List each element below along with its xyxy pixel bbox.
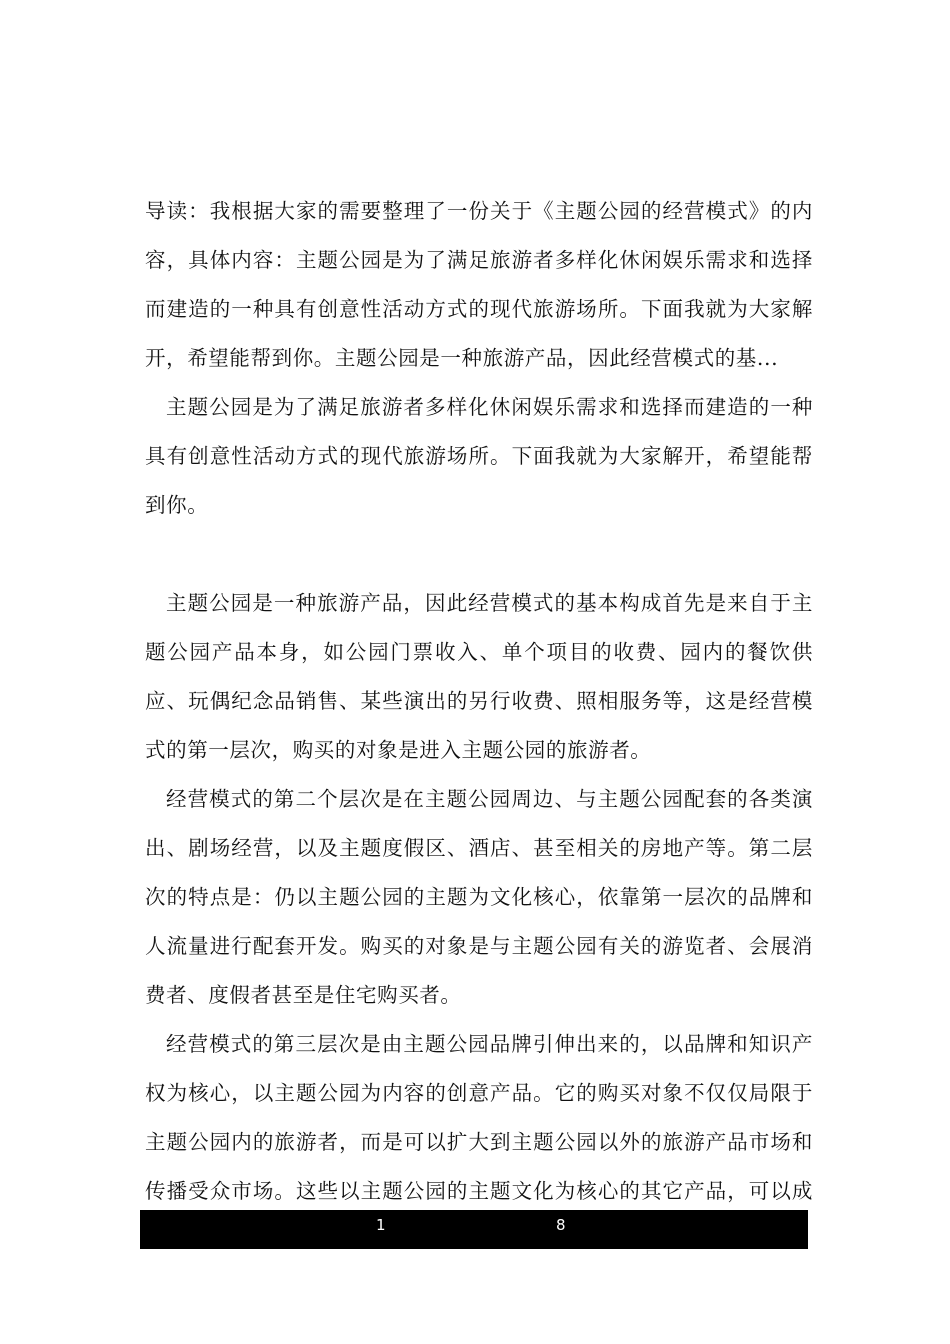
document-body bbox=[145, 187, 813, 1265]
total-pages: 8 bbox=[556, 1216, 566, 1234]
intro-paragraph: 导读：我根据大家的需要整理了一份关于《主题公园的经营模式》的内容，具体内容：主题公园是为了满足旅游者多样化休闲娱乐需求和选择而建造的一种具有创意性活动方式的现代旅游场所。下面我就为大家解开，希望能帮到你。主题公园是一种旅游产品，因此经营模式的基... bbox=[145, 199, 813, 370]
paragraph-spacer bbox=[145, 530, 813, 579]
body-paragraph: 主题公园是一种旅游产品，因此经营模式的基本构成首先是来自于主题公园产品本身，如公园门票收入、单个项目的收费、园内的餐饮供应、玩偶纪念品销售、某些演出的另行收费、照相服务等，这是经营模式的第一层次，购买的对象是进入主题公园的旅游者。 bbox=[145, 591, 813, 762]
page-number: 1 bbox=[376, 1216, 386, 1234]
body-paragraph: 经营模式的第三层次是由主题公园品牌引伸出来的，以品牌和知识产权为核心，以主题公园为内容的创意产品。它的购买对象不仅仅局限于主题公园内的旅游者，而是可以扩大到主题公园以外的旅游产品市场和传播受众市场。这些以主题公园的主题文化为核心的其它产品，可以成 bbox=[145, 1032, 813, 1203]
body-paragraph: 主题公园是为了满足旅游者多样化休闲娱乐需求和选择而建造的一种具有创意性活动方式的现代旅游场所。下面我就为大家解开，希望能帮到你。 bbox=[145, 395, 813, 517]
page-footer-bar bbox=[140, 1210, 808, 1249]
body-paragraph: 经营模式的第二个层次是在主题公园周边、与主题公园配套的各类演出、剧场经营，以及主题度假区、酒店、甚至相关的房地产等。第二层次的特点是：仍以主题公园的主题为文化核心，依靠第一层次的品牌和人流量进行配套开发。购买的对象是与主题公园有关的游览者、会展消费者、度假者甚至是住宅购买者。 bbox=[145, 787, 813, 1007]
